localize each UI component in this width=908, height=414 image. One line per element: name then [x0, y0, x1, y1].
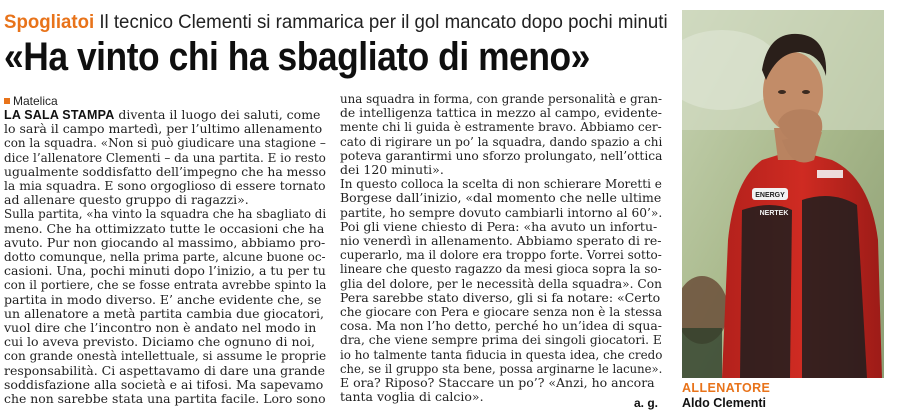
article-line-text: un allenatore a metà partita cambia due giocatori, [4, 305, 324, 321]
article-line [4, 348, 327, 364]
article-line-text: de intelligenza tattica in mezzo al campo, evidente- [340, 105, 662, 121]
article-line-text: partita in modo diverso. E’ anche evidente che, se [4, 291, 322, 307]
article-line [4, 321, 326, 335]
article-line [340, 91, 663, 106]
article-column-2 [340, 92, 662, 404]
article-line-text: la mia squadra. E sono orgoglioso di essere tornato [4, 178, 326, 194]
article-line [340, 275, 662, 291]
article-line-text: dice l’allenatore Clementi – da una partita. E io resto [4, 149, 326, 165]
article-line [340, 204, 663, 220]
article-line [340, 247, 662, 263]
article-line-text: E ora? Riposo? Staccare un po’? «Anzi, ho ancora [340, 375, 655, 391]
article-line [4, 307, 326, 321]
article-line-text: Pera sarebbe stato diverso, gli si fa notare: «Certo [340, 289, 661, 305]
article-line-text: dei 120 minuti». [340, 162, 444, 178]
article-line-text: cui lo aveva previsto. Diciamo che ognuno di noi, [4, 334, 315, 350]
article-line [4, 392, 324, 406]
article-line [340, 176, 662, 192]
article-line [4, 236, 326, 250]
article-line-text: dotto comunque, nella prima parte, alcune buone oc- [4, 249, 326, 265]
section-tag: Spogliatoi [4, 11, 95, 33]
dateline-text: Matelica [13, 94, 58, 108]
bullet-square-icon [4, 98, 10, 104]
caption-title: ALLENATORE [682, 381, 771, 395]
article-line [340, 304, 663, 320]
article-line-text: nio venerdì in allenamento. Abbiamo sperato di re- [340, 233, 662, 249]
kicker [4, 10, 668, 34]
article-line-text: lineare che questo ragazzo da mesi gioca sopra la so- [340, 261, 662, 277]
article-line [340, 105, 662, 121]
shirt-logo: ENERGY [755, 192, 785, 199]
article-line-text: con grande onestà intellettuale, si assume le proprie [4, 348, 327, 364]
dateline [4, 94, 58, 108]
article-line [4, 122, 326, 136]
article-line [4, 249, 326, 265]
article-line [340, 360, 663, 376]
article-line [340, 390, 662, 404]
article-line [340, 291, 662, 305]
article-line [340, 346, 663, 362]
article-line-text: diventa il luogo dei saluti, come [114, 107, 321, 122]
article-line [4, 335, 326, 349]
article-line [340, 234, 661, 248]
article-line-text: dra, che viene sempre prima dei singoli giocatori. E [340, 332, 662, 348]
article-line [4, 293, 326, 307]
article-line-text: una squadra in forma, con grande personalità e gran- [340, 91, 663, 106]
article-line-text: cosa. Ma non l’ho detto, perché ho un’idea di squa- [340, 318, 662, 334]
article-line-text: cato di rigirare un po’ la squadra, dando spazio a chi [340, 133, 663, 149]
article-line [340, 163, 662, 177]
article-line-text: Sulla partita, «ha vinto la squadra che ha sbagliato di [4, 206, 327, 222]
article-line-text: con la squadra. «Non si può giudicare una stagione – [4, 135, 326, 151]
article-line-text: vuol dire che l’incontro non è andato nel modo in [4, 320, 317, 336]
article-line [4, 378, 326, 392]
article-column-1 [4, 108, 326, 406]
article-line [340, 147, 663, 163]
caption-name: Aldo Clementi [682, 396, 767, 410]
article-line-text: partite, ho sempre dovuto cambiarli intorno al 60’». [340, 204, 663, 220]
article-line-text: che, se il gruppo sta bene, possa arginarne le lacune». [340, 360, 663, 376]
article-line [4, 163, 326, 179]
article-line [340, 220, 662, 234]
article-line [4, 108, 326, 122]
article-line-text: avuto. Pur non giocando al massimo, abbiamo pro- [4, 234, 326, 250]
shirt-sponsor: NERTEK [759, 210, 789, 217]
article-line [4, 149, 326, 165]
article-line [340, 332, 662, 348]
article-line-text: che giocare con Pera e giocare senza non è la stessa [340, 304, 663, 320]
article-line [4, 222, 326, 236]
article-line [4, 364, 326, 378]
article-line-text: poteva garantirmi uno sforzo prolungato, nell’ottica [340, 147, 663, 163]
article-lead: LA SALA STAMPA [4, 108, 115, 122]
article-line-text: soddisfazione alla società e ai tifosi. Ma sapevamo [4, 376, 324, 392]
coach-photo [682, 10, 884, 378]
article-line [340, 133, 663, 149]
article-line-text: casioni. Una, pochi minuti dopo l’inizio, a tu per tu [4, 263, 326, 279]
article-line [340, 119, 662, 135]
article-line [4, 206, 327, 222]
article-line [340, 318, 662, 334]
author-signature: a. g. [634, 396, 659, 410]
article-line-text: che non sarebbe stata una partita facile. Loro sono [4, 391, 326, 407]
article-line-text: responsabilità. Ci aspettavamo di dare una grande [4, 362, 325, 378]
article-line [4, 135, 326, 151]
article-line [340, 376, 662, 390]
kicker-text: Il tecnico Clementi si rammarica per il gol mancato dopo pochi minuti [99, 11, 668, 33]
article-line-text: con il portiere, che se fosse entrata avrebbe spinto la [4, 277, 327, 293]
article-line-text: mente chi li guida è estramente bravo. Abbiamo cer- [340, 119, 662, 135]
article-line-text: tanta voglia di calcio». [340, 389, 484, 405]
article-line-text: Borgese dall’inizio, «dal momento che nelle ultime [340, 190, 662, 206]
article-line-text: lo sarà il campo martedì, per l’ultimo allenamento [4, 121, 323, 137]
coach-photo-image [682, 10, 884, 378]
article-line [340, 261, 662, 277]
article-line [4, 264, 326, 278]
article-line-text: cuperarlo, ma il dolore era troppo forte. Vorrei sotto- [340, 247, 662, 263]
article-line-text: ad allenare questo gruppo di ragazzi». [4, 192, 249, 208]
article-line-text: Poi gli viene chiesto di Pera: «ha avuto un infortu- [340, 218, 658, 234]
article-line-text: io ho talmente tanta fiducia in questa idea, che credo [340, 346, 663, 362]
headline: «Ha vinto chi ha sbagliato di meno» [4, 35, 590, 79]
article-line [4, 193, 326, 207]
article-line [4, 277, 327, 293]
article-line [4, 178, 326, 194]
article-line-text: meno. Che ha ottimizzato tutte le occasioni che ha [4, 220, 325, 236]
article-line-text: glia del dolore, per le necessità della squadra». Con [340, 275, 662, 291]
article-line [340, 191, 662, 205]
article-line-text: In questo colloca la scelta di non schierare Moretti e [340, 176, 662, 192]
article-line-text: ugualmente soddisfatto dell’impegno che ha messo [4, 163, 326, 179]
